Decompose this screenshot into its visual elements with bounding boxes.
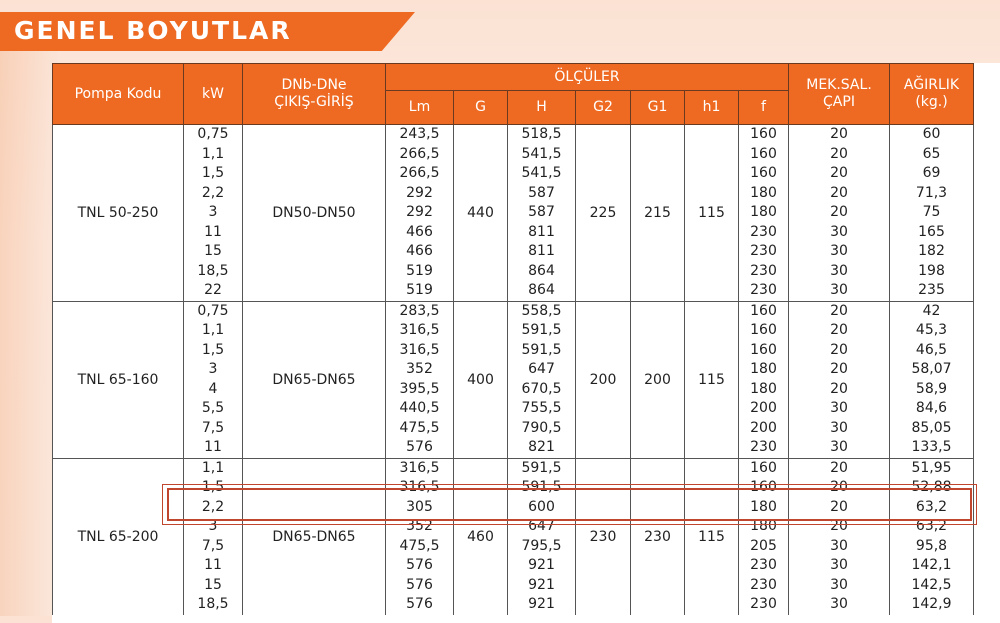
mek-value: 30 [830, 282, 848, 298]
mek-value: 20 [830, 361, 848, 377]
f-value: 230 [750, 282, 777, 298]
lm-value: 475,5 [399, 537, 440, 554]
lm-value: 316,5 [399, 341, 440, 358]
header-mek-line2: ÇAPI [823, 94, 855, 110]
lm-value: 292 [406, 184, 433, 201]
f-value: 180 [750, 518, 777, 534]
weight-value: 142,5 [911, 576, 952, 593]
mek-value: 30 [830, 557, 848, 573]
lm-value: 352 [406, 518, 433, 534]
header-mek [789, 64, 890, 125]
lm-value: 519 [406, 282, 433, 298]
kw-value: 2,2 [201, 498, 225, 515]
h-value: 811 [528, 243, 555, 259]
header-h1: h1 [685, 91, 739, 125]
header-g2: G2 [576, 91, 631, 125]
lm-cell [386, 458, 454, 615]
dn-size: DN65-DN65 [243, 301, 386, 458]
f-value: 200 [750, 400, 777, 416]
h-value: 591,5 [521, 459, 562, 476]
f-cell [739, 125, 789, 302]
lm-cell [386, 301, 454, 458]
kw-value: 18,5 [197, 596, 229, 612]
h-cell [508, 458, 576, 615]
weight-value: 142,9 [911, 596, 952, 612]
f-value: 160 [750, 145, 777, 162]
mek-value: 30 [830, 262, 848, 279]
weight-value: 85,05 [911, 419, 952, 436]
lm-value: 243,5 [399, 126, 440, 142]
h-value: 811 [528, 223, 555, 240]
weight-value: 95,8 [915, 537, 948, 554]
f-value: 160 [750, 459, 777, 476]
f-value: 160 [750, 341, 777, 358]
mek-cell [789, 125, 890, 302]
f-value: 200 [750, 419, 777, 436]
header-dn-line2: ÇIKIŞ-GİRİŞ [274, 94, 354, 110]
kw-value: 11 [204, 557, 222, 573]
header-weight-line2: (kg.) [915, 94, 948, 110]
h1-value: 115 [685, 301, 739, 458]
kw-value: 7,5 [201, 537, 225, 554]
h-value: 558,5 [521, 302, 562, 319]
mek-value: 20 [830, 204, 848, 220]
mek-value: 20 [830, 518, 848, 534]
kw-cell [184, 125, 243, 302]
kw-value: 15 [204, 243, 222, 259]
h-value: 591,5 [521, 341, 562, 358]
g-value: 440 [454, 125, 508, 302]
header-g: G [454, 91, 508, 125]
lm-cell [386, 125, 454, 302]
kw-value: 1,1 [201, 322, 225, 338]
h-cell [508, 301, 576, 458]
f-value: 205 [750, 537, 777, 554]
lm-value: 316,5 [399, 479, 440, 495]
lm-value: 305 [406, 498, 433, 515]
kw-value: 1,5 [201, 341, 225, 358]
f-value: 180 [750, 498, 777, 515]
h-value: 587 [528, 184, 555, 201]
section-title: GENEL BOYUTLAR [14, 16, 292, 45]
kw-value: 3 [208, 361, 218, 377]
h-value: 755,5 [521, 400, 562, 416]
lm-value: 440,5 [399, 400, 440, 416]
pump-code: TNL 65-200 [53, 458, 184, 615]
weight-value: 58,07 [911, 361, 952, 377]
kw-value: 7,5 [201, 419, 225, 436]
kw-value: 4 [208, 380, 218, 397]
mek-value: 20 [830, 126, 848, 142]
lm-value: 576 [406, 596, 433, 612]
kw-value: 1,5 [201, 165, 225, 181]
kw-value: 1,5 [201, 479, 225, 495]
weight-value: 65 [922, 145, 941, 162]
kw-value: 11 [204, 439, 222, 455]
lm-value: 292 [406, 204, 433, 220]
h-value: 864 [528, 262, 555, 279]
weight-value: 63,2 [915, 518, 948, 534]
table-group-row [53, 301, 974, 458]
h-value: 587 [528, 204, 555, 220]
f-value: 230 [750, 262, 777, 279]
mek-value: 30 [830, 439, 848, 455]
lm-value: 266,5 [399, 165, 440, 181]
kw-value: 11 [204, 223, 222, 240]
g-value: 400 [454, 301, 508, 458]
mek-value: 30 [830, 419, 848, 436]
h1-value: 115 [685, 458, 739, 615]
kw-value: 0,75 [197, 126, 229, 142]
g2-value: 230 [576, 458, 631, 615]
weight-value: 45,3 [915, 322, 948, 338]
g2-value: 225 [576, 125, 631, 302]
h-value: 821 [528, 439, 555, 455]
f-value: 230 [750, 557, 777, 573]
dn-size: DN50-DN50 [243, 125, 386, 302]
dimensions-table [52, 63, 974, 615]
header-h: H [508, 91, 576, 125]
kw-value: 1,1 [201, 459, 225, 476]
kw-value: 2,2 [201, 184, 225, 201]
lm-value: 466 [406, 223, 433, 240]
weight-value: 235 [918, 282, 945, 298]
weight-cell [890, 458, 974, 615]
mek-value: 20 [830, 184, 848, 201]
header-f: f [739, 91, 789, 125]
weight-value: 69 [922, 165, 941, 181]
weight-value: 42 [922, 302, 941, 319]
f-value: 230 [750, 223, 777, 240]
kw-value: 1,1 [201, 145, 225, 162]
g2-value: 200 [576, 301, 631, 458]
f-value: 160 [750, 322, 777, 338]
h-value: 670,5 [521, 380, 562, 397]
table-group-row [53, 458, 974, 615]
f-value: 230 [750, 596, 777, 612]
kw-value: 5,5 [201, 400, 225, 416]
h1-value: 115 [685, 125, 739, 302]
kw-cell [184, 301, 243, 458]
kw-value: 18,5 [197, 262, 229, 279]
h-value: 647 [528, 361, 555, 377]
kw-value: 3 [208, 204, 218, 220]
mek-value: 20 [830, 145, 848, 162]
lm-value: 576 [406, 439, 433, 455]
lm-value: 352 [406, 361, 433, 377]
h-value: 790,5 [521, 419, 562, 436]
header-kw: kW [184, 64, 243, 125]
mek-value: 20 [830, 498, 848, 515]
mek-cell [789, 301, 890, 458]
mek-value: 30 [830, 243, 848, 259]
mek-value: 20 [830, 165, 848, 181]
mek-value: 30 [830, 576, 848, 593]
f-cell [739, 301, 789, 458]
weight-value: 75 [922, 204, 941, 220]
mek-value: 30 [830, 223, 848, 240]
weight-value: 84,6 [915, 400, 948, 416]
f-value: 160 [750, 302, 777, 319]
weight-value: 198 [918, 262, 945, 279]
lm-value: 576 [406, 576, 433, 593]
header-weight-line1: AĞIRLIK [903, 77, 960, 93]
weight-value: 51,95 [911, 459, 952, 476]
table-body [53, 125, 974, 616]
header-pump-code: Pompa Kodu [53, 64, 184, 125]
lm-value: 316,5 [399, 322, 440, 338]
h-value: 921 [528, 596, 555, 612]
row-highlight [167, 488, 972, 521]
f-value: 180 [750, 361, 777, 377]
lm-value: 475,5 [399, 419, 440, 436]
h-value: 591,5 [521, 479, 562, 495]
header-weight [890, 64, 974, 125]
header-lm: Lm [386, 91, 454, 125]
h-value: 921 [528, 576, 555, 593]
h-value: 518,5 [521, 126, 562, 142]
f-cell [739, 458, 789, 615]
lm-value: 395,5 [399, 380, 440, 397]
weight-value: 46,5 [915, 341, 948, 358]
weight-value: 60 [922, 126, 941, 142]
kw-value: 15 [204, 576, 222, 593]
pump-code: TNL 65-160 [53, 301, 184, 458]
lm-value: 283,5 [399, 302, 440, 319]
mek-value: 20 [830, 302, 848, 319]
g1-value: 200 [631, 301, 685, 458]
h-value: 921 [528, 557, 555, 573]
weight-value: 165 [918, 223, 945, 240]
mek-value: 20 [830, 380, 848, 397]
table-group-row [53, 125, 974, 302]
mek-cell [789, 458, 890, 615]
h-value: 541,5 [521, 165, 562, 181]
weight-value: 63,2 [915, 498, 948, 515]
background-stripe [0, 40, 60, 616]
f-value: 230 [750, 243, 777, 259]
mek-value: 20 [830, 341, 848, 358]
lm-value: 519 [406, 262, 433, 279]
header-measurements: ÖLÇÜLER [386, 64, 789, 91]
g1-value: 230 [631, 458, 685, 615]
weight-value: 133,5 [911, 439, 952, 455]
f-value: 180 [750, 184, 777, 201]
kw-cell [184, 458, 243, 615]
weight-value: 71,3 [915, 184, 948, 201]
f-value: 160 [750, 165, 777, 181]
h-cell [508, 125, 576, 302]
header-mek-line1: MEK.SAL. [806, 77, 872, 93]
mek-value: 30 [830, 537, 848, 554]
lm-value: 316,5 [399, 459, 440, 476]
mek-value: 30 [830, 596, 848, 612]
h-value: 647 [528, 518, 555, 534]
f-value: 160 [750, 126, 777, 142]
f-value: 230 [750, 439, 777, 455]
weight-cell [890, 125, 974, 302]
h-value: 541,5 [521, 145, 562, 162]
header-g1: G1 [631, 91, 685, 125]
g1-value: 215 [631, 125, 685, 302]
weight-value: 182 [918, 243, 945, 259]
h-value: 591,5 [521, 322, 562, 338]
pump-code: TNL 50-250 [53, 125, 184, 302]
lm-value: 266,5 [399, 145, 440, 162]
mek-value: 30 [830, 400, 848, 416]
f-value: 160 [750, 479, 777, 495]
lm-value: 576 [406, 557, 433, 573]
weight-value: 142,1 [911, 557, 952, 573]
kw-value: 22 [204, 282, 222, 298]
h-value: 864 [528, 282, 555, 298]
kw-value: 0,75 [197, 302, 229, 319]
kw-value: 3 [208, 518, 218, 534]
g-value: 460 [454, 458, 508, 615]
mek-value: 20 [830, 322, 848, 338]
lm-value: 466 [406, 243, 433, 259]
mek-value: 20 [830, 459, 848, 476]
dn-size: DN65-DN65 [243, 458, 386, 615]
h-value: 795,5 [521, 537, 562, 554]
weight-value: 58,9 [915, 380, 948, 397]
header-dn-line1: DNb-DNe [281, 77, 347, 93]
weight-cell [890, 301, 974, 458]
header-dn [243, 64, 386, 125]
f-value: 180 [750, 204, 777, 220]
f-value: 230 [750, 576, 777, 593]
h-value: 600 [528, 498, 555, 515]
weight-value: 52,88 [911, 479, 952, 495]
f-value: 180 [750, 380, 777, 397]
mek-value: 20 [830, 479, 848, 495]
